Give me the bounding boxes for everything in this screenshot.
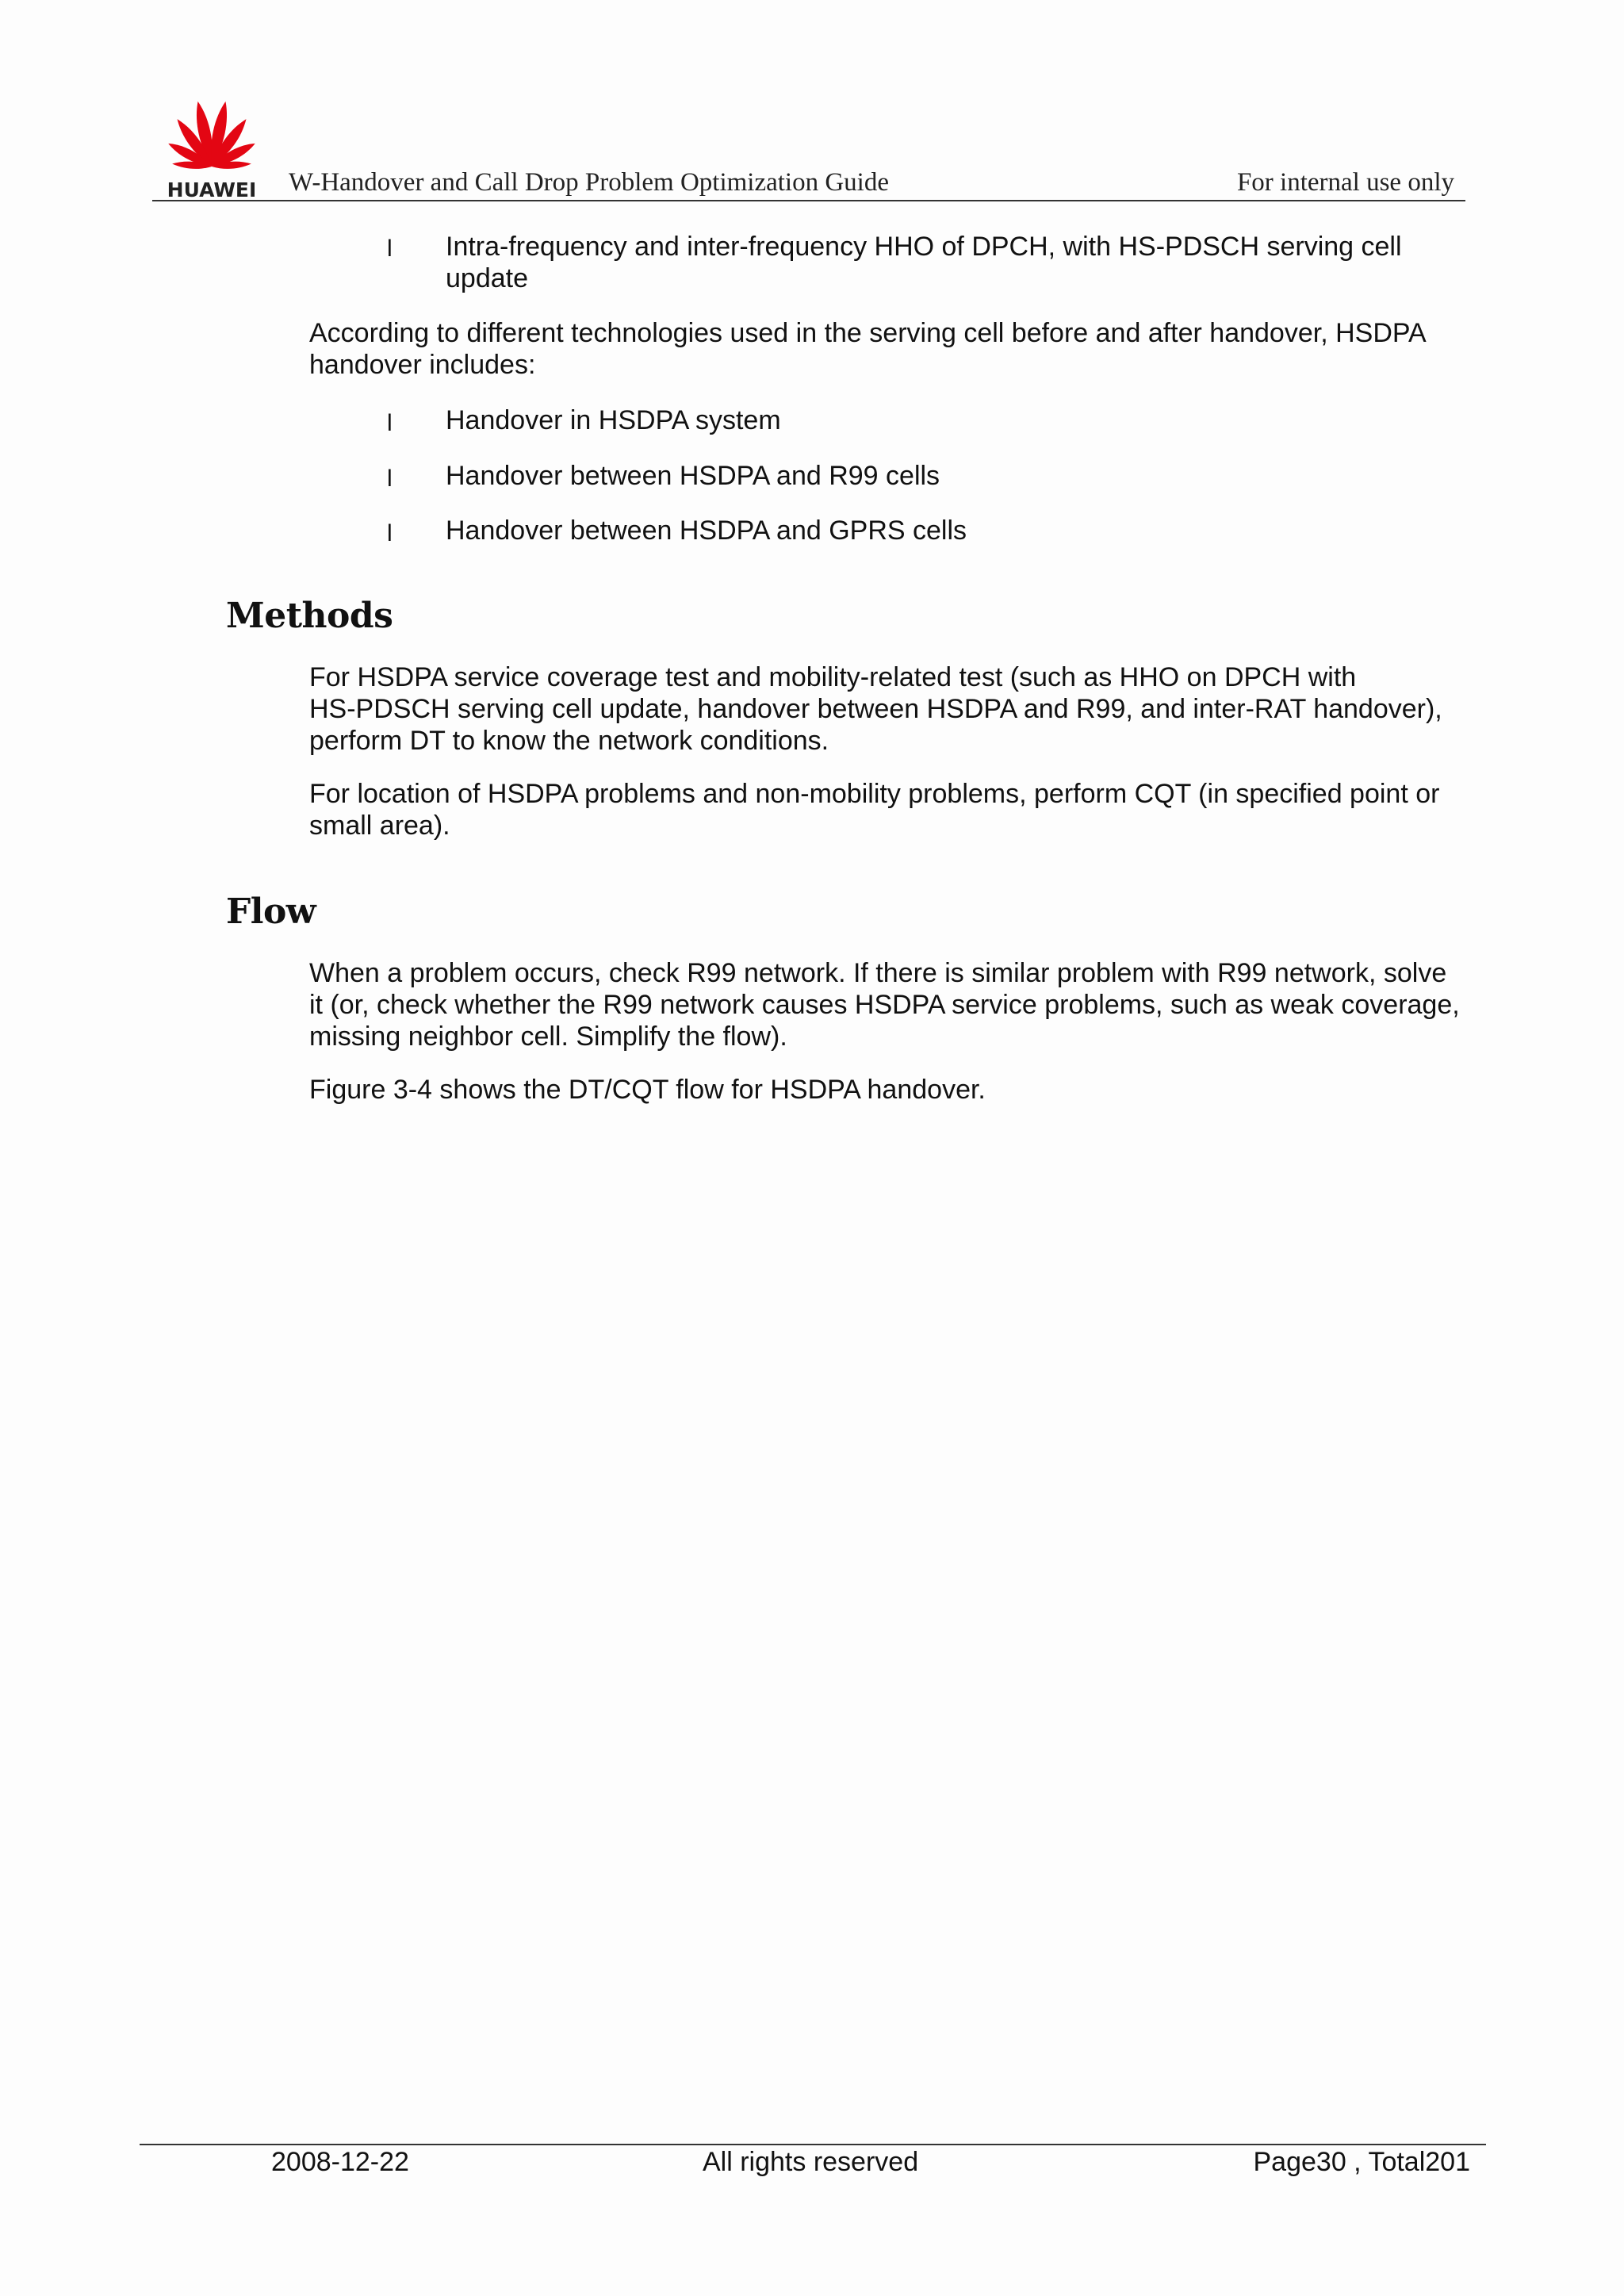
list-item: Handover in HSDPA system (446, 405, 781, 435)
flow-paragraph-2: Figure 3-4 shows the DT/CQT flow for HSDPA handover. (309, 1075, 986, 1105)
flow-paragraph-1: When a problem occurs, check R99 network. If there is similar problem with R99 network, solve it (or, check whether the R99 network causes HSDPA service problems, such as weak coverage, missing neighbor cell. Simplify the flow). (309, 958, 1460, 1052)
footer-page-number: Page30 , Total201 (1253, 2147, 1470, 2177)
document-title: W-Handover and Call Drop Problem Optimization Guide (289, 168, 890, 197)
list-item: Handover between HSDPA and R99 cells (446, 461, 940, 491)
methods-paragraph-1: For HSDPA service coverage test and mobility-related test (such as HHO on DPCH with HS-PDSCH serving cell update, handover between HSDPA and R99, and inter-RAT handover), perform DT to know the network conditions. (309, 662, 1442, 756)
bullet-marker: l (387, 410, 393, 436)
header-divider (152, 200, 1465, 201)
bullet-marker: l (387, 520, 393, 546)
footer-rights: All rights reserved (703, 2147, 919, 2177)
brand-wordmark: HUAWEI (167, 178, 257, 198)
huawei-petals-icon (159, 94, 265, 198)
list-item: Handover between HSDPA and GPRS cells (446, 516, 967, 546)
classification-label: For internal use only (1236, 168, 1454, 197)
bullet-marker: l (387, 236, 393, 262)
methods-paragraph-2: For location of HSDPA problems and non-mobility problems, perform CQT (in specified point or small area). (309, 779, 1440, 841)
flow-heading: Flow (226, 891, 316, 932)
footer-divider (140, 2144, 1486, 2145)
list-item: Intra-frequency and inter-frequency HHO of DPCH, with HS-PDSCH serving cell update (446, 232, 1402, 293)
bullet-marker: l (387, 466, 393, 492)
intro-paragraph: According to different technologies used in the serving cell before and after handover, HSDPA handover includes: (309, 318, 1427, 380)
methods-heading: Methods (226, 596, 393, 636)
huawei-logo (159, 94, 265, 198)
footer-date: 2008-12-22 (271, 2147, 409, 2177)
